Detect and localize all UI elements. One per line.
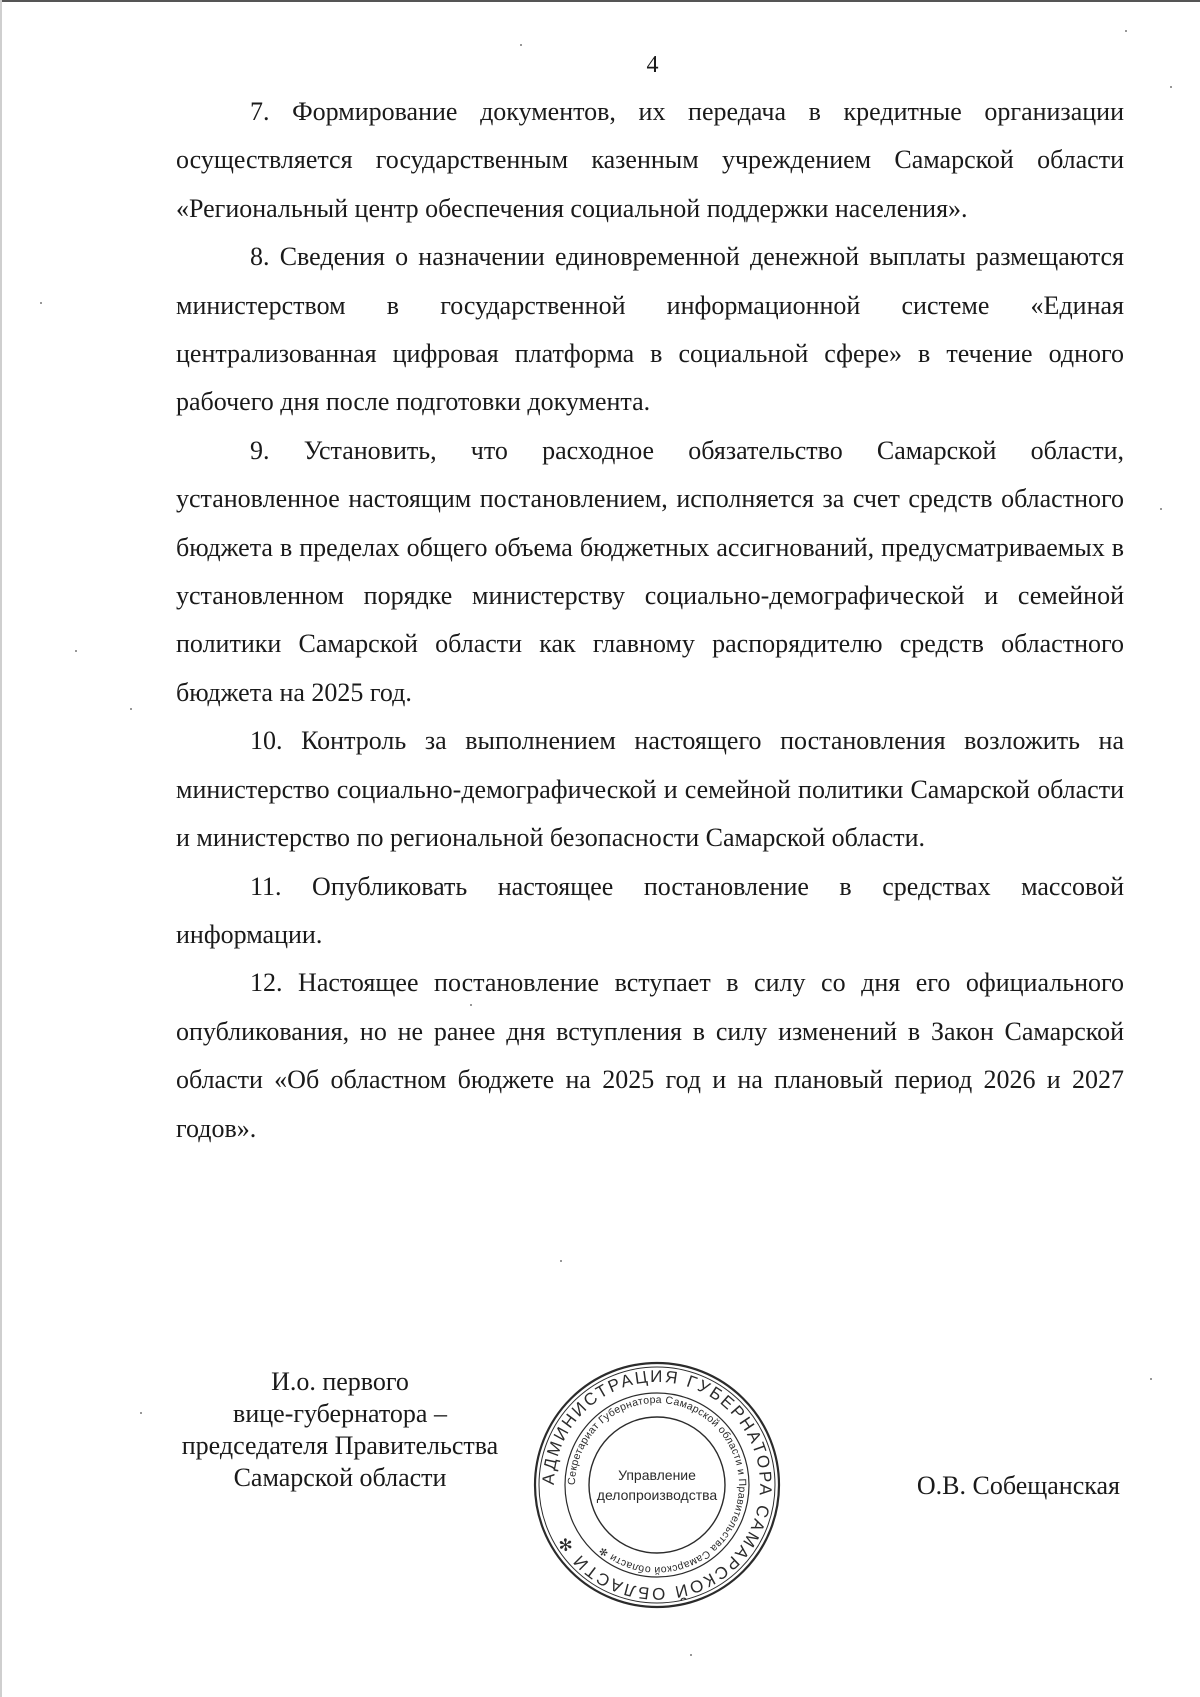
signatory-position (150, 1366, 530, 1494)
signatory-position-line: вице-губернатора – (233, 1399, 447, 1428)
scan-speck (75, 650, 77, 652)
seal-middle-ring (565, 1393, 749, 1577)
scan-speck (40, 302, 42, 304)
document-body (176, 88, 1124, 1153)
official-seal-stamp (530, 1358, 784, 1612)
seal-inner-textpath: Секретариат Губернатора Самарской области и Правительства Самарской области ✻ (565, 1393, 749, 1577)
seal-graphic (530, 1358, 784, 1612)
scan-speck (1150, 1378, 1152, 1380)
signatory-position-line: председателя Правительства (181, 1431, 499, 1460)
scan-speck (690, 1654, 692, 1656)
paragraph-11: 11. Опубликовать настоящее постановление в средствах массовой информации. (176, 871, 1124, 949)
scan-speck (470, 1004, 472, 1006)
seal-center-line-1: Управление (618, 1467, 696, 1483)
paragraph-9: 9. Установить, что расходное обязательство Самарской области, установленное настоящим постановлением, исполняется за счет средств областного бюджета в пределах общего объема бюджетных ассигнований, предусматриваемых в установленном порядке министерству социально-демографической и семейной политики Самарской области как главному распорядителю средств областного бюджета на 2025 год. (176, 435, 1124, 707)
paragraph-10: 10. Контроль за выполнением настоящего постановления возложить на министерство социально-демографической и семейной политики Самарской области и министерство по региональной безопасности Самарской области. (176, 726, 1124, 853)
scan-speck (1125, 30, 1127, 32)
seal-center-line-2: делопроизводства (596, 1487, 718, 1503)
seal-inner-text (566, 1394, 748, 1576)
signatory-position-line: И.о. первого (271, 1367, 409, 1396)
scan-speck (140, 1412, 142, 1414)
page-number: 4 (646, 52, 659, 78)
top-border (0, 0, 1200, 2)
scan-speck (1170, 86, 1172, 88)
scan-speck (520, 44, 522, 46)
scan-speck (130, 708, 132, 710)
seal-inner-ring (589, 1417, 725, 1553)
scan-speck (560, 1260, 562, 1262)
paragraph-12: 12. Настоящее постановление вступает в силу со дня его официального опубликования, но не ранее дня вступления в силу изменений в Закон Самарской области «Об областном бюджете на 2025 год и на плановый период 2026 и 2027 годов». (176, 968, 1124, 1143)
signatory-name: О.В. Собещанская (916, 1471, 1120, 1500)
paragraph-8: 8. Сведения о назначении единовременной денежной выплаты размещаются министерством в государственной информационной системе «Единая централизованная цифровая платформа в социальной сфере» в течение одного рабочего дня после подготовки документа. (176, 242, 1124, 417)
signatory-position-line: Самарской области (233, 1463, 447, 1492)
seal-outer-textpath: АДМИНИСТРАЦИЯ ГУБЕРНАТОРА САМАРСКОЙ ОБЛАСТИ ✻ (538, 1366, 776, 1604)
paragraph-7: 7. Формирование документов, их передача в кредитные организации осуществляется государственным казенным учреждением Самарской области «Региональный центр обеспечения социальной поддержки населения». (176, 97, 1124, 223)
scan-speck (1160, 508, 1162, 510)
scan-left-edge (0, 0, 2, 1697)
